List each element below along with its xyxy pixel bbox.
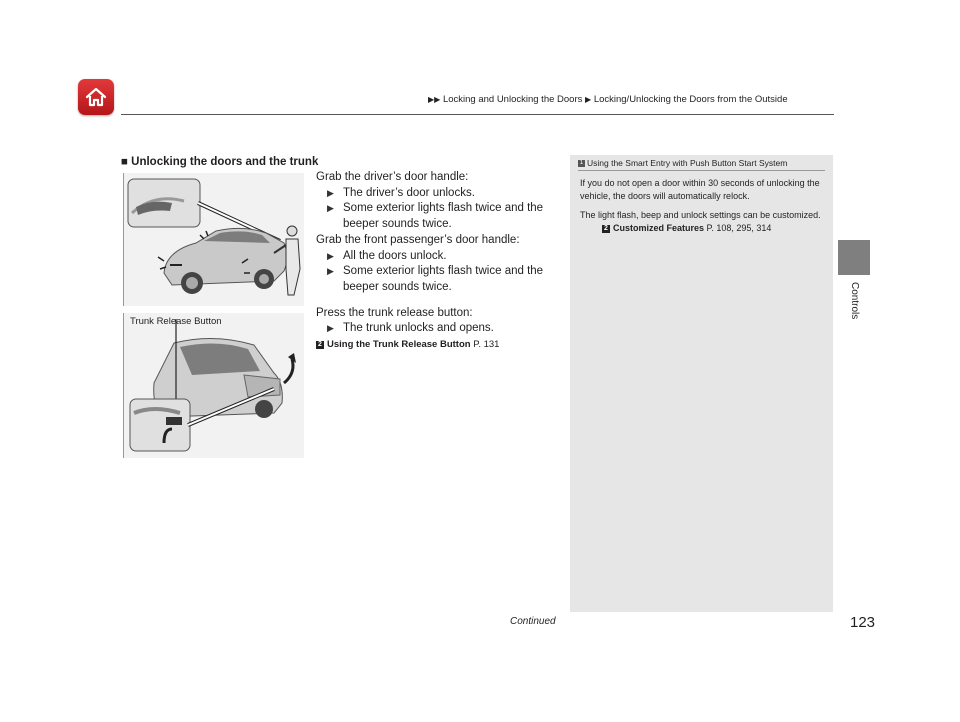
- breadcrumb: [428, 94, 788, 105]
- note-paragraph: The light flash, beep and unlock settings can be customized.: [580, 210, 821, 220]
- result-item-cont: beeper sounds twice.: [343, 218, 452, 231]
- instruction-step: Grab the driver’s door handle:: [316, 171, 469, 183]
- result-item: ▶ Some exterior lights flash twice and the: [316, 201, 566, 217]
- breadcrumb-arrow-icon: ▶▶: [428, 95, 441, 104]
- result-arrow-icon: ▶: [327, 250, 334, 261]
- instruction-step: Press the trunk release button:: [316, 306, 473, 319]
- section-heading: ■ Unlocking the doors and the trunk: [121, 156, 319, 168]
- breadcrumb-current[interactable]: Locking/Unlocking the Doors from the Outside: [593, 94, 788, 105]
- xref-icon: 2: [316, 341, 324, 349]
- result-item: ▶ All the doors unlock.: [316, 249, 566, 265]
- instruction-step: Grab the front passenger’s door handle:: [316, 233, 520, 246]
- trunk-illustration: [123, 313, 304, 458]
- breadcrumb-parent[interactable]: Locking and Unlocking the Doors: [442, 94, 583, 105]
- home-button[interactable]: [78, 79, 114, 115]
- result-arrow-icon: ▶: [327, 266, 334, 277]
- result-arrow-icon: ▶: [327, 203, 334, 214]
- result-item-cont: beeper sounds twice.: [343, 280, 452, 293]
- continued-label: Continued: [510, 616, 556, 627]
- result-item: ▶ Some exterior lights flash twice and the: [316, 264, 566, 280]
- chapter-label: Controls: [849, 282, 860, 320]
- xref-icon: 2: [602, 225, 610, 233]
- result-item: ▶ The driver’s door unlocks.: [316, 186, 566, 202]
- door-handle-illustration: [123, 173, 304, 306]
- note-divider: [578, 170, 825, 171]
- trunk-release-xref-link[interactable]: 2 Using the Trunk Release Button P. 131: [316, 337, 566, 353]
- customized-features-xref-link[interactable]: 2 Customized Features P. 108, 295, 314: [580, 222, 826, 235]
- section-bullet-icon: ■: [121, 156, 128, 168]
- result-item: ▶ The trunk unlocks and opens.: [316, 321, 566, 337]
- instructions: [316, 170, 566, 353]
- note-icon: 1: [579, 160, 584, 167]
- result-arrow-icon: ▶: [327, 323, 334, 334]
- note-paragraph: If you do not open a door within 30 seconds of unlocking the vehicle, the doors will automatically relock.: [580, 178, 820, 201]
- figure-caption: Trunk Release Button: [130, 316, 222, 327]
- home-icon: [84, 85, 108, 109]
- result-arrow-icon: ▶: [327, 187, 334, 198]
- page-number: 123: [850, 614, 876, 631]
- breadcrumb-arrow-icon: ▶: [585, 95, 592, 104]
- note-body: [580, 177, 826, 235]
- header-divider: [121, 114, 834, 115]
- note-title: 1 Using the Smart Entry with Push Button Start System: [579, 158, 788, 168]
- note-panel: [570, 155, 833, 612]
- chapter-tab[interactable]: [838, 240, 870, 275]
